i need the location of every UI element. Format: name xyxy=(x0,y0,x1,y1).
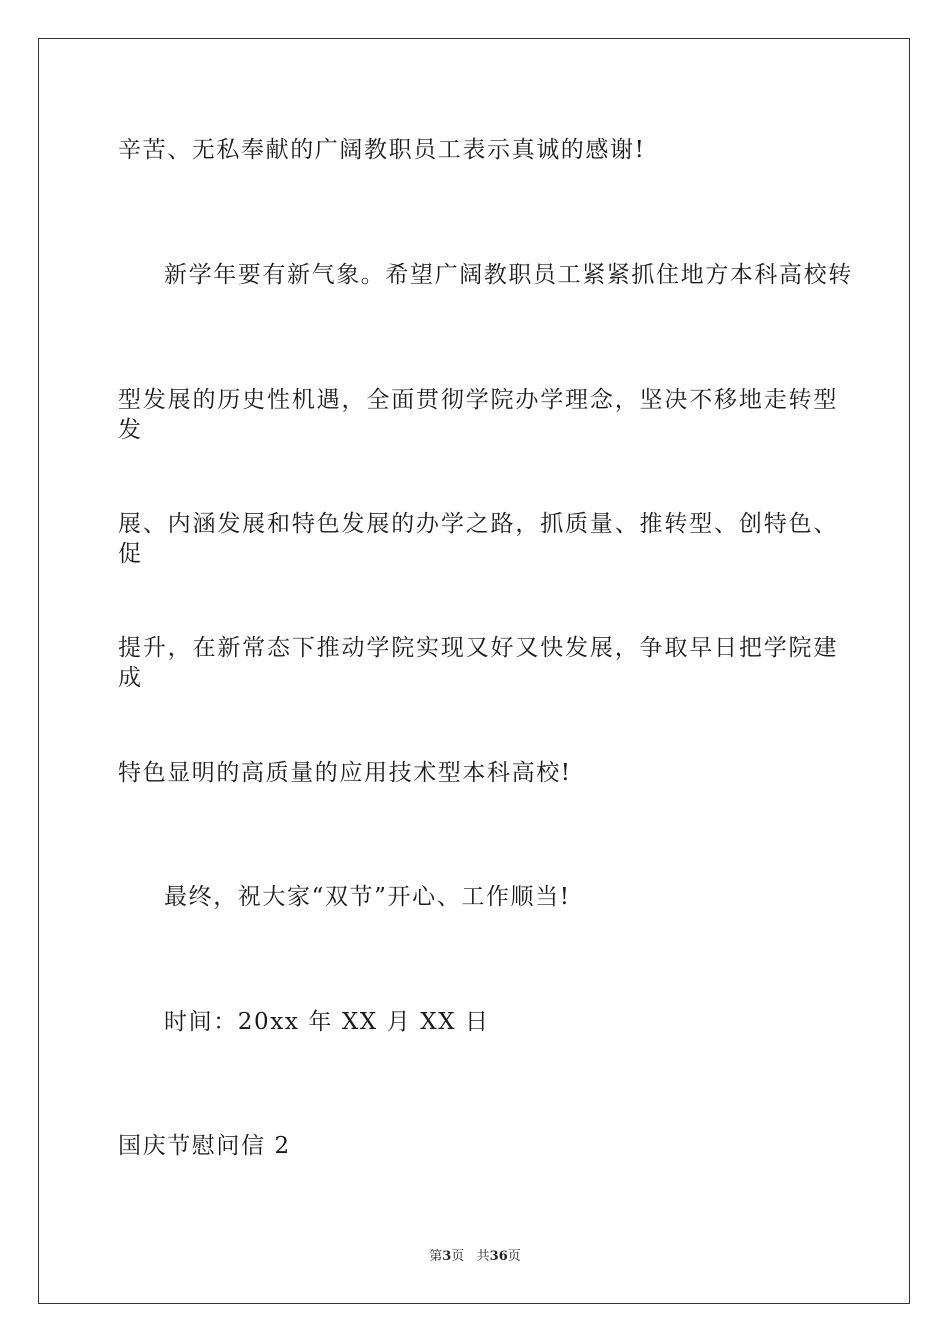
body-line-1: 辛苦、无私奉献的广阔教职员工表示真诚的感谢! xyxy=(118,137,646,163)
closing-wish: 最终，祝大家“双节”开心、工作顺当! xyxy=(164,884,571,910)
body-line-5: 提升，在新常态下推动学院实现又好又快发展，争取早日把学院建成 xyxy=(118,635,838,691)
body-line-6: 特色显明的高质量的应用技术型本科高校! xyxy=(118,760,572,786)
page-footer xyxy=(0,1248,950,1266)
date-line: 时间：20xx 年 XX 月 XX 日 xyxy=(164,1009,490,1035)
body-line-2: 新学年要有新气象。希望广阔教职员工紧紧抓住地方本科高校转 xyxy=(164,262,853,288)
section-title: 国庆节慰问信 2 xyxy=(118,1133,291,1159)
footer-total-pages: 36 xyxy=(489,1249,508,1264)
footer-prefix: 第 xyxy=(429,1249,443,1264)
body-line-4: 展、内涵发展和特色发展的办学之路，抓质量、推转型、创特色、促 xyxy=(118,511,838,567)
footer-suffix: 页 xyxy=(507,1249,521,1264)
footer-mid: 页 共 xyxy=(451,1249,490,1264)
footer-current-page: 3 xyxy=(442,1249,452,1264)
body-line-3: 型发展的历史性机遇，全面贯彻学院办学理念，坚决不移地走转型发 xyxy=(118,387,838,443)
